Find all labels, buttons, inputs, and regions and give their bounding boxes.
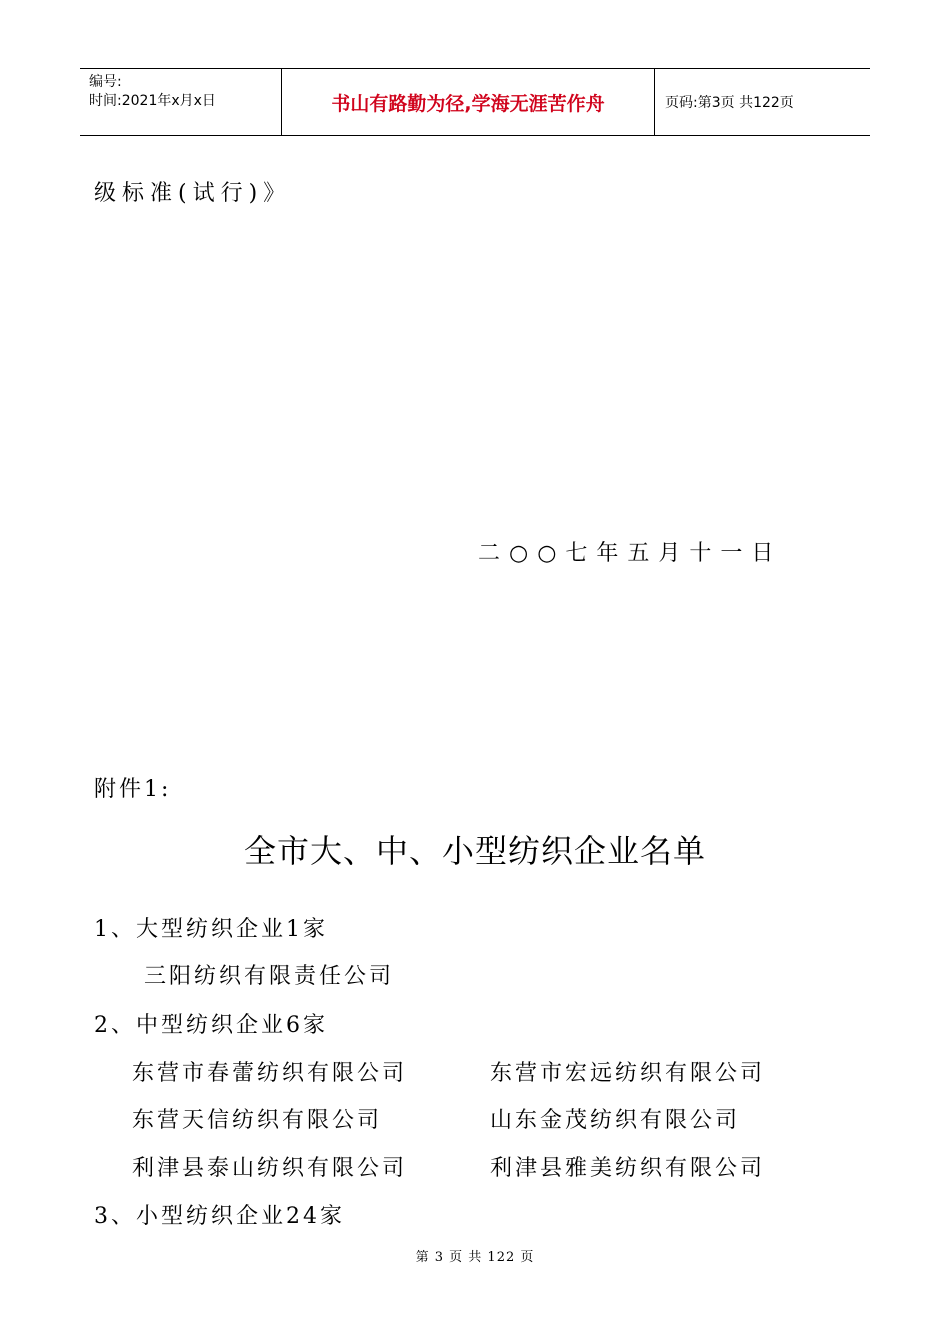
- header-page-info: 页码:第3页 共122页: [665, 95, 794, 111]
- continuation-text: 级标准(试行)》: [94, 181, 292, 206]
- section-2-heading: 2、中型纺织企业6家: [94, 1013, 328, 1038]
- header-meta: [80, 69, 282, 135]
- list-title: 全市大、中、小型纺织企业名单: [243, 832, 706, 870]
- page-footer: 第 3 页 共 122 页: [415, 1250, 535, 1265]
- company-item: 东营市春蕾纺织有限公司: [132, 1061, 408, 1086]
- section-1-heading: 1、大型纺织企业1家: [94, 917, 328, 942]
- header-time-label: 时间:2021年x月x日: [89, 93, 216, 109]
- document-date: 二○○七年五月十一日: [478, 541, 783, 566]
- section-3-heading: 3、小型纺织企业24家: [94, 1204, 345, 1229]
- header-code-label: 编号:: [89, 74, 122, 90]
- header-motto: 书山有路勤为径,学海无涯苦作舟: [282, 69, 655, 135]
- company-item: 山东金茂纺织有限公司: [490, 1108, 741, 1133]
- company-item: 利津县泰山纺织有限公司: [132, 1156, 408, 1181]
- company-item: 利津县雅美纺织有限公司: [490, 1156, 766, 1181]
- company-item: 三阳纺织有限责任公司: [144, 964, 395, 989]
- attachment-label: 附件1:: [94, 777, 172, 802]
- company-item: 东营市宏远纺织有限公司: [490, 1061, 766, 1086]
- company-item: 东营天信纺织有限公司: [132, 1108, 383, 1133]
- page-header: [80, 68, 870, 136]
